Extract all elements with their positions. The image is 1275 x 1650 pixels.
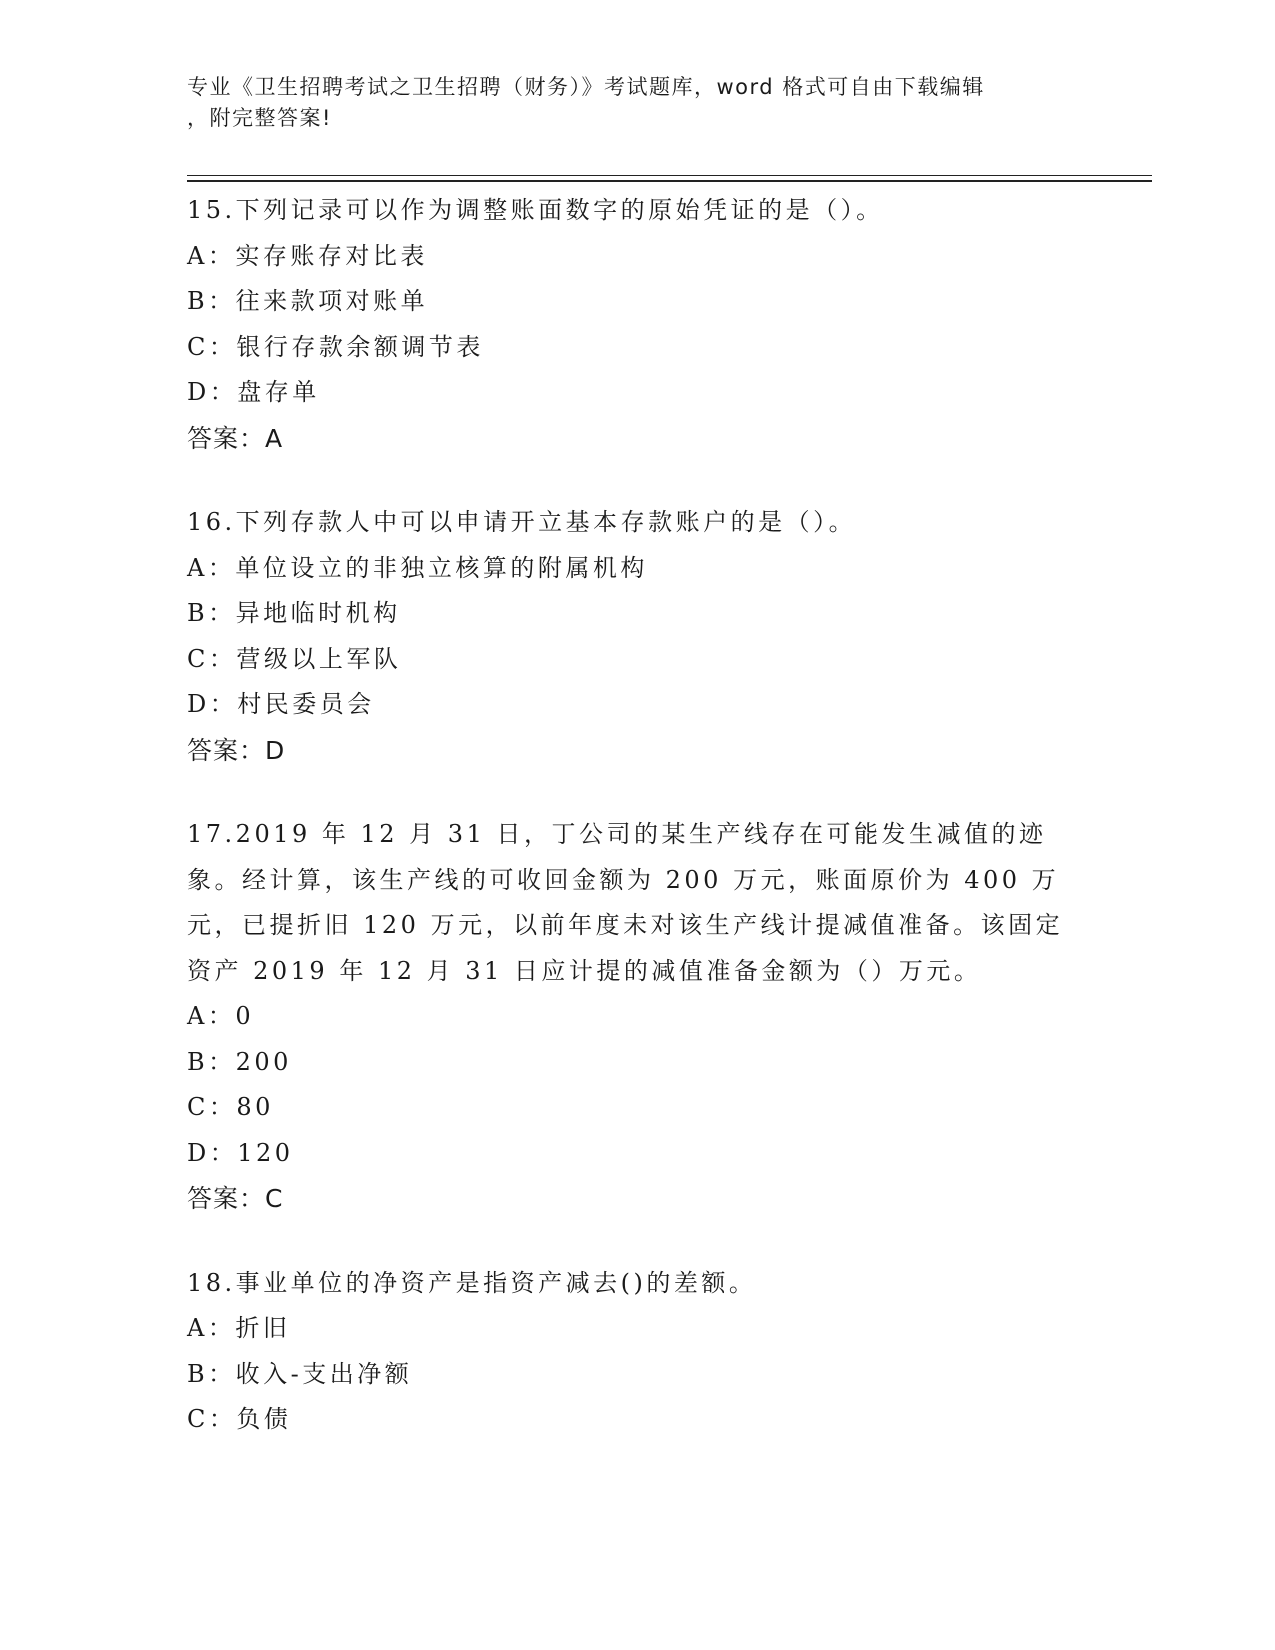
option-a: A：单位设立的非独立核算的附属机构 (187, 553, 648, 582)
question-text: 15.下列记录可以作为调整账面数字的原始凭证的是（）。 (187, 196, 884, 224)
answer: 答案：A (187, 423, 284, 453)
question-text: 18.事业单位的净资产是指资产减去()的差额。 (187, 1268, 757, 1297)
option-a: A：实存账存对比表 (187, 241, 428, 270)
question-16 (187, 500, 1087, 773)
option-c: C：负债 (187, 1405, 292, 1433)
question-text: 17.2019 年 12 月 31 日，丁公司的某生产线存在可能发生减值的迹象。经计算，该生产线的可收回金额为 200 万元，账面原价为 400 万元，已提折旧 120 万元，以前年度未对该生产线计提减值准备。该固定资产 2019 年 12 月 31 日应计提的减值准备金额为（）万元。 (187, 820, 1064, 985)
option-b: B：往来款项对账单 (187, 287, 429, 315)
answer: 答案：C (187, 1184, 284, 1213)
question-list (187, 188, 1087, 1482)
header-line-1: 专业《卫生招聘考试之卫生招聘（财务）》考试题库，word 格式可自由下载编辑 (187, 75, 985, 99)
option-c: C：银行存款余额调节表 (187, 332, 484, 361)
option-d: D：村民委员会 (187, 690, 375, 718)
option-d: D：120 (187, 1138, 294, 1167)
option-a: A：0 (187, 1002, 255, 1030)
option-a: A：折旧 (187, 1314, 291, 1342)
question-15 (187, 188, 1087, 461)
option-c: C：80 (187, 1093, 274, 1121)
option-b: B：200 (187, 1047, 292, 1076)
option-b: B：异地临时机构 (187, 599, 401, 627)
option-b: B：收入-支出净额 (187, 1359, 413, 1388)
option-d: D：盘存单 (187, 378, 320, 406)
answer: 答案：D (187, 735, 286, 765)
option-c: C：营级以上军队 (187, 644, 402, 673)
header-line-2: ，附完整答案! (187, 106, 332, 130)
document-header (187, 72, 1087, 134)
question-18 (187, 1261, 1087, 1443)
header-divider-thick (187, 180, 1152, 182)
header-divider-thin (187, 175, 1152, 176)
question-17 (187, 812, 1087, 1222)
question-text: 16.下列存款人中可以申请开立基本存款账户的是（）。 (187, 508, 857, 536)
